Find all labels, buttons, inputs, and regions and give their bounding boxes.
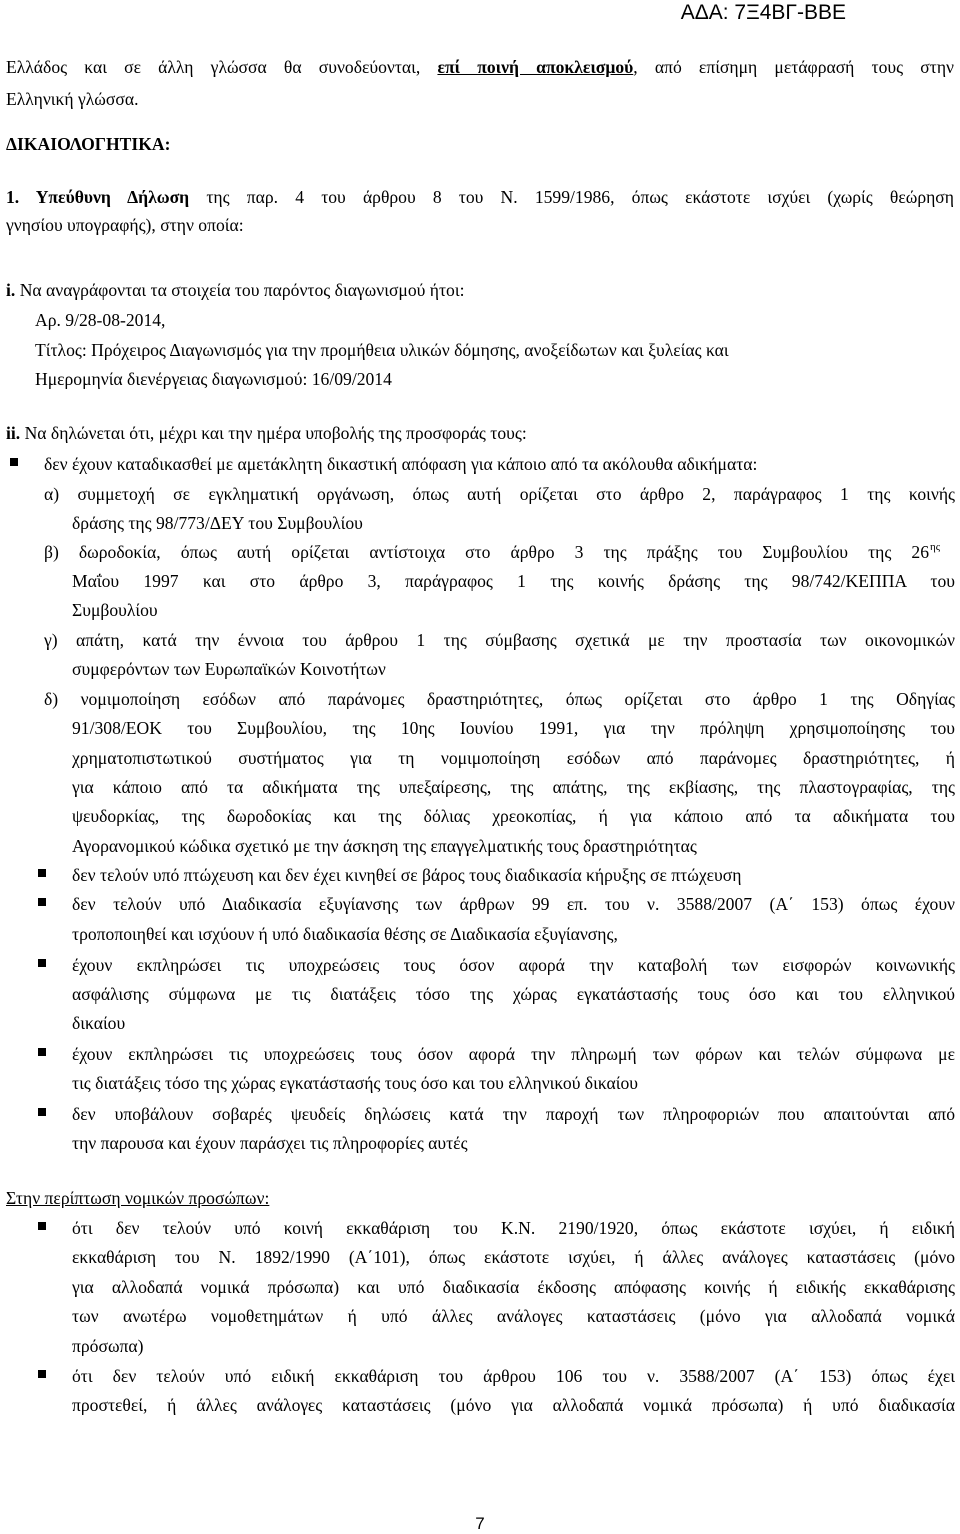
intro-text-b: , από επίσημη μετάφρασή τους στην: [633, 57, 954, 77]
bullet5-line-2: τις διατάξεις τόσο της χώρας εγκατάστασής τους όσο και του ελληνικού δικαίου: [72, 1073, 638, 1093]
bullet6-line-2: την παρουσα και έχουν παράσχει τις πληροφορίες αυτές: [72, 1133, 468, 1153]
legal-persons-heading: Στην περίπτωση νομικών προσώπων:: [6, 1188, 270, 1208]
legal-bullet2-line-1: ότι δεν τελούν υπό ειδική εκκαθάριση του άρθρου 106 του ν. 3588/2007 (Α΄ 153) όπως έχει: [72, 1366, 955, 1386]
legal-bullet1-line-5: πρόσωπα): [72, 1336, 144, 1356]
intro-line-2: Ελληνική γλώσσα.: [6, 89, 139, 109]
legal-bullet1-line-2: εκκαθάριση του Ν. 1892/1990 (Α΄101), όπως εκάστοτε ισχύει, ή άλλες ανάλογες καταστάσεις (μόνο: [72, 1247, 955, 1267]
bullet3-line-1: δεν τελούν υπό Διαδικασία εξυγίανσης των άρθρων 99 επ. του ν. 3588/2007 (Α΄ 153) όπως έχουν: [72, 894, 955, 914]
sub-i-date: Ημερομηνία διενέργειας διαγωνισμού: 16/09/2014: [35, 369, 392, 389]
bullet5-line-1: έχουν εκπληρώσει τις υποχρεώσεις τους όσον αφορά την πληρωμή των φόρων και τελών σύμφωνα με: [72, 1044, 955, 1064]
documents-heading: ΔΙΚΑΙΟΛΟΓΗΤΙΚΑ:: [6, 134, 171, 154]
offence-d-line-1: δ) νομιμοποίηση εσόδων από παράνομες δραστηριότητες, όπως ορίζεται στο άρθρο 1 της Οδηγίας: [44, 689, 955, 709]
offence-a-line-1: α) συμμετοχή σε εγκληματική οργάνωση, όπως αυτή ορίζεται στο άρθρο 2, παράγραφος 1 της κοινής: [44, 484, 955, 504]
bullet4-line-3: δικαίου: [72, 1013, 126, 1033]
bullet1-text: δεν έχουν καταδικασθεί με αμετάκλητη δικαστική απόφαση για κάποιο από τα ακόλουθα αδικήματα:: [44, 454, 758, 474]
offence-b-line-1: β) δωροδοκία, όπως αυτή ορίζεται αντίστοιχα στο άρθρο 3 της πράξης του Συμβουλίου της 26: [44, 542, 929, 562]
page-number: 7: [475, 1514, 485, 1533]
sub-ii-line: [6, 422, 527, 444]
offence-b-sup: ης: [930, 541, 941, 553]
legal-bullet1-line-1: ότι δεν τελούν υπό κοινή εκκαθάριση του Κ.Ν. 2190/1920, όπως εκάστοτε ισχύει, ή ειδική: [72, 1218, 955, 1238]
item1-line-2: γνησίου υπογραφής), στην οποία:: [6, 215, 244, 235]
offence-c-line-1: γ) απάτη, κατά την έννοια του άρθρου 1 της σύμβασης σχετικά με την προστασία των οικονομικών: [44, 630, 955, 650]
sub-ii-marker: ii.: [6, 423, 21, 443]
offence-d-line-5: ψευδορκίας, της δωροδοκίας και της δόλιας χρεοκοπίας, ή για κάποιο από τα αδικήματα του: [72, 806, 955, 826]
legal-bullet2-line-2: προστεθεί, ή άλλες ανάλογες καταστάσεις (μόνο για αλλοδαπά νομικά πρόσωπα) ή υπό διαδικασία: [72, 1395, 955, 1415]
intro-text-a: Ελλάδος και σε άλλη γλώσσα θα συνοδεύονται,: [6, 57, 438, 77]
bullet-icon: [38, 1370, 46, 1378]
bullet6-line-1: δεν υποβάλουν σοβαρές ψευδείς δηλώσεις κατά την παροχή των πληροφοριών που απαιτούνται από: [72, 1104, 955, 1124]
offence-b-line-3: Συμβουλίου: [72, 600, 158, 620]
sub-i-marker: i.: [6, 280, 16, 300]
bullet-icon: [10, 458, 18, 466]
item1-bold: 1. Υπεύθυνη Δήλωση: [6, 187, 190, 207]
item1-line-1: [6, 186, 954, 208]
sub-i-text: Να αναγράφονται τα στοιχεία του παρόντος διαγωνισμού ήτοι:: [15, 280, 465, 300]
legal-bullet1-line-4: των ανωτέρω νομοθετημάτων ή υπό άλλες ανάλογες καταστάσεις (μόνο για αλλοδαπά νομικά: [72, 1306, 955, 1326]
bullet4-line-1: έχουν εκπληρώσει τις υποχρεώσεις τους όσον αφορά την καταβολή των εισφορών κοινωνικής: [72, 955, 955, 975]
offence-d-line-3: χρηματοπιστωτικού συστήματος για τη νομιμοποίηση εσόδων από παράνομες δραστηριότητες, ή: [72, 748, 955, 768]
sub-i-line: [6, 279, 464, 301]
sub-ii-text: Να δηλώνεται ότι, μέχρι και την ημέρα υποβολής της προσφοράς τους:: [20, 423, 527, 443]
legal-bullet1-line-3: για αλλοδαπά νομικά πρόσωπα) και υπό διαδικασία έκδοσης απόφασης κοινής ή ειδικής εκκαθάρισης: [72, 1277, 955, 1297]
bullet2-text: δεν τελούν υπό πτώχευση και δεν έχει κινηθεί σε βάρος τους διαδικασία κήρυξης σε πτώχευση: [72, 865, 742, 885]
sub-i-ref: Αρ. 9/28-08-2014,: [35, 310, 166, 330]
offence-c-line-2: συμφερόντων των Ευρωπαϊκών Κοινοτήτων: [72, 659, 386, 679]
bullet-icon: [38, 1222, 46, 1230]
bullet-icon: [38, 1108, 46, 1116]
intro-emphasis: επί ποινή αποκλεισμού: [437, 57, 634, 77]
offence-d-line-4: για κάποιο από τα αδικήματα της υπεξαίρεσης, της απάτης, της εκβίασης, της πλαστογραφίας, της: [72, 777, 955, 797]
ada-code: ΑΔΑ: 7Ξ4ΒΓ-ΒΒΕ: [680, 1, 846, 24]
bullet3-line-2: τροποποιηθεί και ισχύουν ή υπό διαδικασία θέσης σε Διαδικασία εξυγίανσης,: [72, 924, 618, 944]
bullet-icon: [38, 959, 46, 967]
offence-d-line-2: 91/308/ΕΟΚ του Συμβουλίου, της 10ης Ιουνίου 1991, για την πρόληψη χρησιμοποίησης του: [72, 718, 955, 738]
offence-d-line-6: Αγορανομικού κώδικα σχετικό με την άσκηση της επαγγελματικής τους δραστηριότητας: [72, 836, 697, 856]
bullet-icon: [38, 1048, 46, 1056]
offence-a-line-2: δράσης της 98/773/ΔΕΥ του Συμβουλίου: [72, 513, 363, 533]
bullet-icon: [38, 898, 46, 906]
offence-b-line-2: Μαΐου 1997 και στο άρθρο 3, παράγραφος 1 της κοινής δράσης της 98/742/ΚΕΠΠΑ του: [72, 571, 955, 591]
bullet4-line-2: ασφάλισης σύμφωνα με τις διατάξεις τόσο της χώρας εγκατάστασής τους όσο και του ελληνικού: [72, 984, 955, 1004]
sub-i-title: Τίτλος: Πρόχειρος Διαγωνισμός για την προμήθεια υλικών δόμησης, ανοξείδωτων και ξυλείας και: [35, 340, 729, 360]
item1-rest: της παρ. 4 του άρθρου 8 του Ν. 1599/1986, όπως εκάστοτε ισχύει (χωρίς θεώρηση: [189, 187, 954, 207]
bullet-icon: [38, 869, 46, 877]
intro-line-1: [6, 56, 954, 78]
